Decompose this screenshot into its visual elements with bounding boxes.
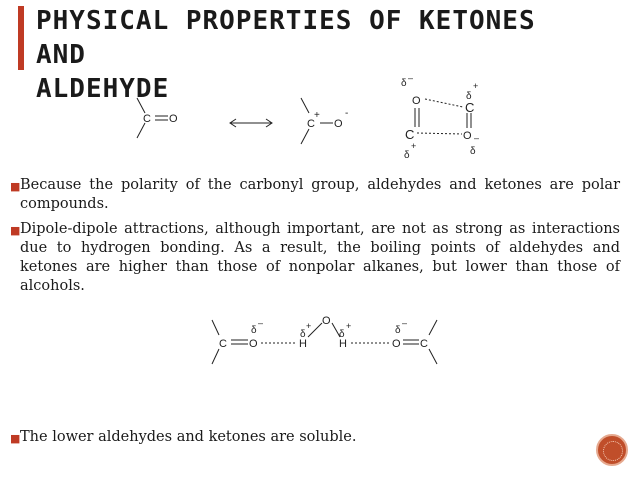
bullet-text: Because the polarity of the carbonyl group, aldehydes and ketones are polar compounds. bbox=[20, 177, 620, 212]
oxygen-atom-label: O bbox=[322, 315, 331, 327]
positive-charge-label: + bbox=[411, 141, 417, 151]
carbon-atom-label: C bbox=[307, 118, 315, 130]
carbon-atom-label: C bbox=[420, 338, 428, 350]
bullet-item bbox=[10, 176, 620, 214]
carbon-atom-label: C bbox=[465, 100, 475, 115]
oxygen-atom-label: O bbox=[392, 338, 401, 350]
nav-button-icon[interactable] bbox=[596, 434, 628, 466]
delta-symbol: δ bbox=[401, 78, 407, 89]
negative-charge-label: – bbox=[408, 73, 414, 83]
square-bullet-icon: ■ bbox=[10, 224, 21, 237]
delta-symbol: δ bbox=[470, 146, 476, 157]
dipole-pair-diagram bbox=[415, 99, 471, 134]
negative-charge-label: - bbox=[345, 108, 349, 119]
oxygen-atom-label: O bbox=[169, 113, 178, 125]
square-bullet-icon: ■ bbox=[10, 432, 21, 445]
negative-charge-label: – bbox=[474, 133, 480, 143]
carbon-atom-label: C bbox=[405, 127, 415, 142]
bullet-item bbox=[10, 220, 620, 296]
delta-symbol: δ bbox=[251, 325, 257, 336]
delta-symbol: δ bbox=[404, 150, 410, 161]
nav-dots-icon bbox=[603, 441, 623, 461]
bullet-text: The lower aldehydes and ketones are soluble. bbox=[20, 429, 357, 445]
oxygen-atom-label: O bbox=[249, 338, 258, 350]
delta-symbol: δ bbox=[395, 325, 401, 336]
bullet-text: Dipole-dipole attractions, although important, are not as strong as interactions due to hydrogen bonding. As a result, the boiling points of aldehydes and ketones are higher than those of nonpolar alkanes, but lower than those of alcohols. bbox=[20, 221, 620, 294]
carbonyl-resonance-diagram bbox=[137, 98, 333, 144]
hydrogen-atom-label: H bbox=[339, 338, 347, 350]
positive-charge-label: + bbox=[306, 321, 312, 331]
positive-charge-label: + bbox=[346, 321, 352, 331]
bullet-item bbox=[10, 428, 620, 447]
carbon-atom-label: C bbox=[219, 338, 227, 350]
hydrogen-atom-label: H bbox=[299, 338, 307, 350]
negative-charge-label: – bbox=[402, 318, 408, 328]
slide-title-line-1: PHYSICAL PROPERTIES OF KETONES AND bbox=[36, 6, 536, 70]
oxygen-atom-label: O bbox=[412, 95, 421, 107]
delta-symbol: δ bbox=[300, 329, 306, 340]
square-bullet-icon: ■ bbox=[10, 180, 21, 193]
slide-title-line-2: ALDEHYDE bbox=[36, 74, 170, 104]
oxygen-atom-label: O bbox=[334, 118, 343, 130]
carbon-atom-label: C bbox=[143, 113, 151, 125]
oxygen-atom-label: O bbox=[463, 130, 472, 142]
negative-charge-label: – bbox=[258, 318, 264, 328]
delta-symbol: δ bbox=[466, 91, 472, 102]
positive-charge-label: + bbox=[314, 110, 320, 121]
positive-charge-label: + bbox=[473, 81, 479, 91]
delta-symbol: δ bbox=[339, 329, 345, 340]
